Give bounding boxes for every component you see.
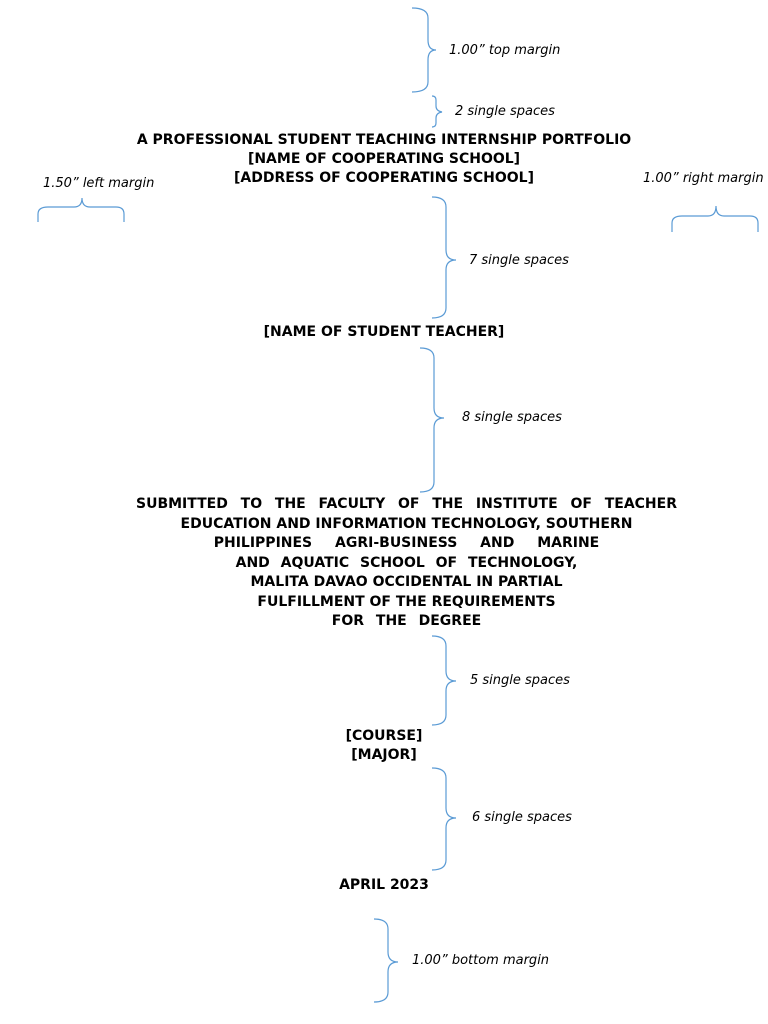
submission-line-3: PHILIPPINES AGRI-BUSINESS AND MARINE [213, 535, 600, 551]
two-spaces-label: 2 single spaces [455, 104, 555, 119]
course-placeholder: [COURSE] [345, 728, 423, 744]
two-spaces-brace [432, 96, 442, 127]
course-block [0, 727, 768, 765]
title-block [0, 131, 768, 188]
eight-spaces-label: 8 single spaces [462, 410, 562, 425]
right-margin-label: 1.00” right margin [643, 171, 764, 186]
submission-statement [136, 495, 677, 632]
major-placeholder: [MAJOR] [351, 747, 417, 763]
submission-line-1: SUBMITTED TO THE FACULTY OF THE INSTITUTE OF TEACHER [136, 496, 677, 512]
submission-line-2: EDUCATION AND INFORMATION TECHNOLOGY, SOUTHERN [180, 515, 633, 532]
bottom-margin-label: 1.00” bottom margin [412, 953, 550, 968]
submission-date: APRIL 2023 [339, 877, 429, 893]
eight-spaces-brace [420, 348, 444, 492]
top-margin-label: 1.00” top margin [449, 43, 561, 58]
title-line-portfolio: A PROFESSIONAL STUDENT TEACHING INTERNSHIP PORTFOLIO [136, 132, 632, 148]
right-margin-brace [672, 206, 758, 232]
five-spaces-label: 5 single spaces [470, 673, 570, 688]
title-line-school-address: [ADDRESS OF COOPERATING SCHOOL] [233, 170, 535, 186]
left-margin-brace [38, 198, 124, 222]
top-margin-brace [412, 8, 436, 92]
submission-line-6: FULFILLMENT OF THE REQUIREMENTS [257, 593, 556, 610]
six-spaces-label: 6 single spaces [472, 810, 572, 825]
five-spaces-brace [432, 636, 456, 725]
student-name: [NAME OF STUDENT TEACHER] [263, 324, 505, 340]
six-spaces-brace [432, 768, 456, 870]
submission-line-7: FOR THE DEGREE [331, 613, 482, 629]
title-line-school-name: [NAME OF COOPERATING SCHOOL] [247, 151, 521, 167]
seven-spaces-brace [432, 197, 456, 318]
submission-line-5: MALITA DAVAO OCCIDENTAL IN PARTIAL [250, 574, 563, 590]
submission-line-4: AND AQUATIC SCHOOL OF TECHNOLOGY, [235, 554, 578, 571]
left-margin-label: 1.50” left margin [43, 176, 155, 191]
bottom-margin-brace [374, 919, 398, 1002]
seven-spaces-label: 7 single spaces [469, 253, 569, 268]
